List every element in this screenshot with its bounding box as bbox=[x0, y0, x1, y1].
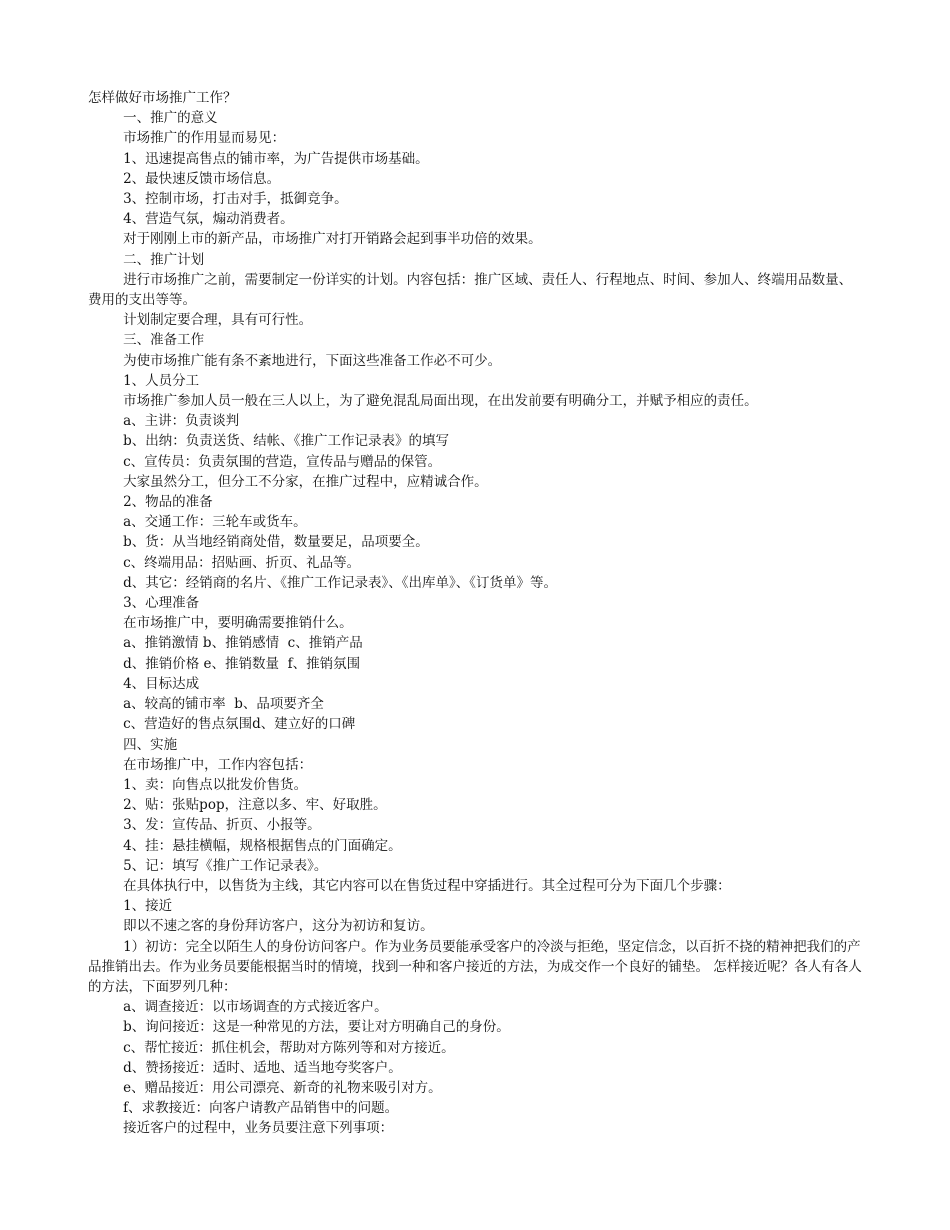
paragraph: 四、实施 bbox=[123, 736, 178, 753]
paragraph: a、调查接近：以市场调查的方式接近客户。 bbox=[123, 999, 388, 1016]
paragraph: 4、营造气氛，煽动消费者。 bbox=[123, 211, 294, 228]
document-title: 怎样做好市场推广工作？ bbox=[88, 90, 237, 106]
paragraph: 二、推广计划 bbox=[123, 251, 205, 268]
paragraph: 3、心理准备 bbox=[123, 595, 200, 612]
paragraph: 2、最快速反馈市场信息。 bbox=[123, 170, 281, 187]
paragraph: 三、准备工作 bbox=[123, 332, 205, 349]
paragraph: 即以不速之客的身份拜访客户，这分为初访和复访。 bbox=[123, 918, 434, 935]
paragraph: 计划制定要合理，具有可行性。 bbox=[123, 312, 313, 329]
paragraph: a、交通工作：三轮车或货车。 bbox=[123, 514, 307, 531]
paragraph: 在具体执行中，以售货为主线，其它内容可以在售货过程中穿插进行。其全过程可分为下面几个步骤： bbox=[123, 877, 731, 894]
paragraph: 5、记：填写《推广工作记录表》。 bbox=[123, 857, 328, 874]
paragraph: d、赞扬接近：适时、适地、适当地夸奖客户。 bbox=[123, 1059, 402, 1076]
paragraph: 进行市场推广之前，需要制定一份详实的计划。内容包括：推广区域、责任人、行程地点、时间、参加人、终端用品数量、费用的支出等等。 bbox=[88, 271, 853, 309]
paragraph: 3、发：宣传品、折页、小报等。 bbox=[123, 817, 321, 834]
paragraph: 市场推广的作用显而易见： bbox=[123, 130, 286, 147]
paragraph: b、询问接近：这是一种常见的方法，要让对方明确自己的身份。 bbox=[123, 1019, 510, 1036]
paragraph: 1、卖：向售点以批发价售货。 bbox=[123, 776, 308, 793]
paragraph: d、其它：经销商的名片、《推广工作记录表》、《出库单》、《订货单》等。 bbox=[123, 574, 557, 591]
paragraph: 4、目标达成 bbox=[123, 675, 200, 692]
paragraph: 市场推广参加人员一般在三人以上，为了避免混乱局面出现，在出发前要有明确分工，并赋予相应的责任。 bbox=[123, 393, 758, 410]
paragraph: b、货：从当地经销商处借，数量要足，品项要全。 bbox=[123, 534, 429, 551]
paragraph: e、赠品接近：用公司漂亮、新奇的礼物来吸引对方。 bbox=[123, 1079, 442, 1096]
paragraph: 为使市场推广能有条不紊地进行，下面这些准备工作必不可少。 bbox=[123, 352, 502, 369]
paragraph: c、宣传员：负责氛围的营造，宣传品与赠品的保管。 bbox=[123, 453, 442, 470]
paragraph: 1）初访：完全以陌生人的身份访问客户。作为业务员要能承受客户的冷淡与拒绝，坚定信念，以百折不挠的精神把我们的产品推销出去。作为业务员要能根据当时的情境，找到一种和客户接近的方法，为成交作一个良好的铺垫。 怎样接近呢？各人有各人的方法，下面罗列几种： bbox=[88, 938, 862, 995]
paragraph: d、推销价格 e、推销数量 f、推销氛围 bbox=[123, 655, 361, 672]
paragraph: 在市场推广中，工作内容包括： bbox=[123, 756, 313, 773]
paragraph: a、推销激情 b、推销感情 c、推销产品 bbox=[123, 635, 363, 652]
paragraph: b、出纳：负责送货、结帐、《推广工作记录表》的填写 bbox=[123, 433, 449, 450]
paragraph: f、求教接近：向客户请教产品销售中的问题。 bbox=[123, 1100, 399, 1117]
paragraph: 对于刚刚上市的新产品，市场推广对打开销路会起到事半功倍的效果。 bbox=[123, 231, 542, 248]
paragraph: 1、迅速提高售点的铺市率，为广告提供市场基础。 bbox=[123, 150, 429, 167]
paragraph: 大家虽然分工，但分工不分家，在推广过程中，应精诚合作。 bbox=[123, 473, 488, 490]
paragraph: 在市场推广中，要明确需要推销什么。 bbox=[123, 615, 353, 632]
paragraph: 接近客户的过程中，业务员要注意下列事项： bbox=[123, 1120, 394, 1137]
paragraph: 2、贴：张贴pop，注意以多、牢、好取胜。 bbox=[123, 797, 387, 814]
paragraph: a、较高的铺市率 b、品项要齐全 bbox=[123, 696, 324, 713]
paragraph: 一、推广的意义 bbox=[123, 110, 218, 127]
document-body bbox=[88, 108, 862, 1138]
paragraph: 4、挂：悬挂横幅，规格根据售点的门面确定。 bbox=[123, 837, 402, 854]
paragraph: a、主讲：负责谈判 bbox=[123, 413, 240, 430]
paragraph: 2、物品的准备 bbox=[123, 494, 213, 511]
paragraph: c、营造好的售点氛围d、建立好的口碑 bbox=[123, 716, 356, 733]
paragraph: c、帮忙接近：抓住机会，帮助对方陈列等和对方接近。 bbox=[123, 1039, 455, 1056]
paragraph: 3、控制市场，打击对手，抵御竞争。 bbox=[123, 191, 348, 208]
document-page bbox=[88, 88, 862, 1139]
paragraph: 1、人员分工 bbox=[123, 372, 200, 389]
paragraph: c、终端用品：招贴画、折页、礼品等。 bbox=[123, 554, 361, 571]
paragraph: 1、接近 bbox=[123, 898, 173, 915]
